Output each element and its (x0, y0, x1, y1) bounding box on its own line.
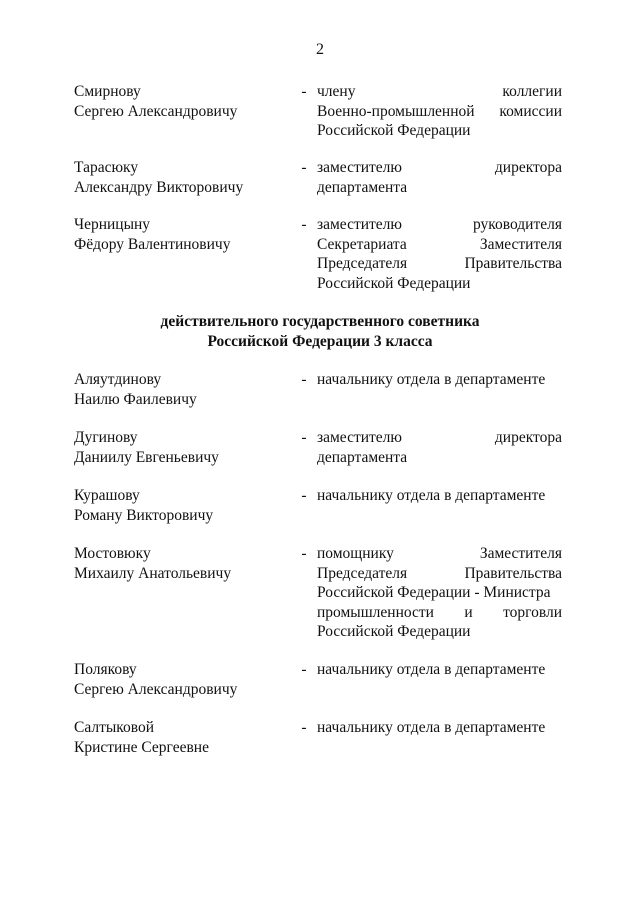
position-title (317, 544, 562, 642)
position-word: начальнику отдела в департаменте (317, 487, 546, 504)
separator-dash: - (301, 429, 307, 446)
position-title-line (317, 370, 562, 390)
position-word: заместителю (317, 216, 402, 233)
position-word: промышленности (317, 603, 434, 621)
person-name-line: Аляутдинову (74, 371, 162, 388)
position-title-line (317, 544, 562, 564)
position-word: начальнику отдела в департаменте (317, 371, 546, 388)
position-word: Российской Федерации (317, 623, 471, 640)
position-title (317, 486, 562, 506)
separator-dash: - (301, 83, 307, 100)
separator-dash: - (301, 661, 307, 678)
person-name-line: Даниилу Евгеньевичу (74, 448, 219, 466)
position-title-line (317, 564, 562, 584)
position-title-line (317, 82, 562, 102)
position-word: заместителю (317, 159, 402, 176)
position-word: Заместителя (479, 235, 562, 253)
separator-dash: - (301, 216, 307, 233)
position-word: Российской Федерации (317, 274, 471, 292)
position-word: члену (317, 83, 356, 100)
person-name-line: Мостовюку (74, 545, 151, 562)
person-name (74, 82, 294, 121)
page-number: 2 (316, 41, 324, 58)
position-word: торговли (503, 603, 562, 621)
position-word: Правительства (464, 255, 562, 272)
rank-heading (0, 312, 640, 351)
person-name-line: Салтыковой (74, 719, 155, 736)
position-title-line (317, 448, 562, 468)
separator-dash: - (301, 719, 307, 736)
position-word: комиссии (499, 102, 562, 120)
person-name (74, 370, 294, 409)
position-word: департамента (317, 178, 408, 196)
position-title-line (317, 121, 562, 141)
position-word: помощнику (317, 545, 394, 562)
position-title-line (317, 178, 562, 198)
position-title-line (317, 215, 562, 235)
person-name-line: Фёдору Валентиновичу (74, 235, 231, 253)
position-word: Правительства (464, 564, 562, 582)
person-name (74, 544, 294, 583)
position-title-line (317, 622, 562, 642)
person-name (74, 215, 294, 254)
person-name (74, 486, 294, 525)
person-name-line: Александру Викторовичу (74, 178, 244, 196)
position-title (317, 428, 562, 467)
position-title (317, 82, 562, 141)
person-name-line: Наилю Фаилевичу (74, 390, 197, 408)
position-word: Председателя (317, 564, 408, 582)
person-name (74, 158, 294, 197)
position-word: Российской Федерации - Министра (317, 584, 551, 601)
position-word: Российской Федерации (317, 122, 471, 139)
person-name-line: Сергею Александровичу (74, 102, 238, 120)
position-word: Секретариата (317, 235, 407, 253)
person-name-line: Черницыну (74, 216, 151, 233)
position-word: Заместителя (479, 545, 562, 562)
person-name-line: Роману Викторовичу (74, 506, 214, 524)
rank-heading-line: Российской Федерации 3 класса (207, 332, 433, 350)
separator-dash: - (301, 371, 307, 388)
position-word: начальнику отдела в департаменте (317, 661, 546, 678)
separator-dash: - (301, 487, 307, 504)
position-title (317, 660, 562, 680)
person-name-line: Сергею Александровичу (74, 680, 238, 698)
position-word: коллегии (502, 83, 562, 100)
position-word: и (464, 603, 473, 621)
position-title (317, 215, 562, 293)
person-name-line: Кристине Сергеевне (74, 738, 209, 756)
position-title-line (317, 158, 562, 178)
position-title-line (317, 274, 562, 294)
rank-heading-line: действительного государственного советника (160, 313, 480, 330)
position-word: Военно-промышленной (317, 102, 475, 120)
position-title (317, 158, 562, 197)
person-name (74, 718, 294, 757)
person-name (74, 428, 294, 467)
position-word: директора (494, 159, 562, 176)
position-word: департамента (317, 448, 408, 466)
person-name-line: Курашову (74, 487, 140, 504)
position-word: директора (494, 429, 562, 446)
position-title-line (317, 583, 562, 603)
position-title-line (317, 486, 562, 506)
position-word: руководителя (472, 216, 562, 233)
person-name-line: Полякову (74, 661, 137, 678)
person-name-line: Дугинову (74, 429, 138, 446)
person-name-line: Тарасюку (74, 159, 139, 176)
separator-dash: - (301, 545, 307, 562)
position-title (317, 718, 562, 738)
position-title-line (317, 254, 562, 274)
position-word: Председателя (317, 255, 408, 272)
position-title-line (317, 102, 562, 122)
position-title (317, 370, 562, 390)
position-title-line (317, 603, 562, 623)
position-title-line (317, 718, 562, 738)
position-title-line (317, 660, 562, 680)
person-name (74, 660, 294, 699)
position-word: начальнику отдела в департаменте (317, 719, 546, 736)
separator-dash: - (301, 159, 307, 176)
person-name-line: Смирнову (74, 83, 141, 100)
person-name-line: Михаилу Анатольевичу (74, 564, 232, 582)
position-title-line (317, 428, 562, 448)
position-title-line (317, 235, 562, 255)
position-word: заместителю (317, 429, 402, 446)
